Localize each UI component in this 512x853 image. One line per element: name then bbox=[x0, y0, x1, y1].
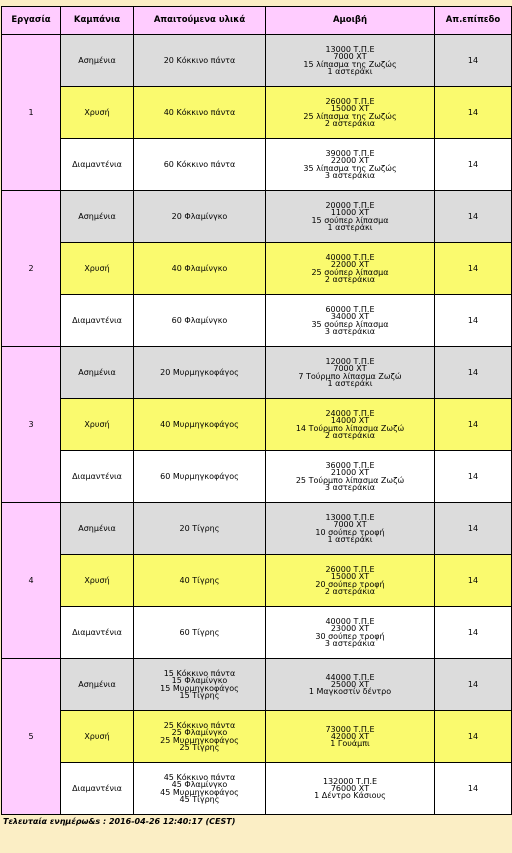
campaign-cell: Ασημένια bbox=[61, 191, 134, 243]
materials-cell bbox=[134, 295, 266, 347]
reward-line: 35 λίπασμα της Ζωζώς bbox=[303, 163, 397, 173]
reward-line: 7000 ΧΤ bbox=[333, 364, 367, 374]
campaign-cell: Χρυσή bbox=[61, 399, 134, 451]
reward-line: 2 αστεράκια bbox=[324, 274, 376, 284]
material-line: 20 Κόκκινο πάντα bbox=[163, 55, 236, 65]
reward-line: 26000 Τ.Π.Ε bbox=[325, 564, 375, 574]
materials-cell bbox=[134, 711, 266, 763]
reward-cell bbox=[266, 555, 435, 607]
table-row bbox=[2, 191, 512, 243]
reward-line: 7000 ΧΤ bbox=[333, 52, 367, 62]
materials-cell bbox=[134, 191, 266, 243]
reward-line: 34000 ΧΤ bbox=[330, 312, 370, 322]
reward-line: 7000 ΧΤ bbox=[333, 520, 367, 530]
materials-cell bbox=[134, 35, 266, 87]
level-cell: 14 bbox=[435, 763, 512, 815]
materials-cell bbox=[134, 139, 266, 191]
table-row bbox=[2, 763, 512, 815]
level-cell: 14 bbox=[435, 503, 512, 555]
materials-cell bbox=[134, 347, 266, 399]
reward-line: 40000 Τ.Π.Ε bbox=[325, 616, 375, 626]
reward-line: 2 αστεράκια bbox=[324, 586, 376, 596]
reward-line: 1 αστεράκι bbox=[327, 222, 373, 232]
reward-line: 25 Τούρμπο λίπασμα Ζωζώ bbox=[295, 475, 405, 485]
reward-line: 132000 Τ.Π.Ε bbox=[322, 776, 378, 786]
table-row bbox=[2, 451, 512, 503]
material-line: 60 Κόκκινο πάντα bbox=[163, 159, 236, 169]
material-line: 25 Κόκκινο πάντα bbox=[163, 720, 236, 730]
reward-line: 22000 ΧΤ bbox=[330, 156, 370, 166]
reward-cell bbox=[266, 763, 435, 815]
campaign-cell: Διαμαντένια bbox=[61, 139, 134, 191]
header-task: Εργασία bbox=[2, 7, 61, 35]
campaign-cell: Χρυσή bbox=[61, 711, 134, 763]
material-line: 60 Φλαμίνγκο bbox=[171, 315, 228, 325]
header-campaign: Καμπάνια bbox=[61, 7, 134, 35]
materials-cell bbox=[134, 555, 266, 607]
materials-cell bbox=[134, 659, 266, 711]
reward-line: 1 αστεράκι bbox=[327, 534, 373, 544]
level-cell: 14 bbox=[435, 139, 512, 191]
level-cell: 14 bbox=[435, 35, 512, 87]
reward-cell bbox=[266, 191, 435, 243]
material-line: 20 Τίγρης bbox=[179, 523, 220, 533]
table-row bbox=[2, 139, 512, 191]
reward-line: 40000 Τ.Π.Ε bbox=[325, 252, 375, 262]
materials-cell bbox=[134, 399, 266, 451]
material-line: 45 Φλαμίνγκο bbox=[171, 780, 228, 790]
reward-line: 24000 Τ.Π.Ε bbox=[325, 408, 375, 418]
level-cell: 14 bbox=[435, 555, 512, 607]
reward-line: 26000 Τ.Π.Ε bbox=[325, 96, 375, 106]
reward-cell bbox=[266, 399, 435, 451]
campaign-cell: Διαμαντένια bbox=[61, 295, 134, 347]
reward-line: 1 αστεράκι bbox=[327, 378, 373, 388]
tasks-table bbox=[1, 6, 512, 815]
material-line: 45 Κόκκινο πάντα bbox=[163, 772, 236, 782]
material-line: 15 Φλαμίνγκο bbox=[171, 676, 228, 686]
task-number: 5 bbox=[2, 659, 61, 815]
material-line: 20 Φλαμίνγκο bbox=[171, 211, 228, 221]
reward-line: 25 λίπασμα της Ζωζώς bbox=[303, 111, 397, 121]
reward-line: 13000 Τ.Π.Ε bbox=[325, 512, 375, 522]
reward-line: 3 αστεράκια bbox=[324, 482, 376, 492]
material-line: 40 Μυρμηγκοφάγος bbox=[160, 419, 239, 429]
reward-line: 14000 ΧΤ bbox=[330, 416, 370, 426]
campaign-cell: Διαμαντένια bbox=[61, 451, 134, 503]
campaign-cell: Ασημένια bbox=[61, 659, 134, 711]
reward-line: 25000 ΧΤ bbox=[330, 679, 370, 689]
reward-line: 11000 ΧΤ bbox=[330, 208, 370, 218]
table-row bbox=[2, 399, 512, 451]
reward-line: 1 Δέντρο Κάσιους bbox=[314, 791, 386, 801]
table-row bbox=[2, 607, 512, 659]
table-row bbox=[2, 555, 512, 607]
reward-line: 44000 Τ.Π.Ε bbox=[325, 672, 375, 682]
reward-line: 1 Γουάμπι bbox=[330, 739, 370, 749]
reward-line: 15000 ΧΤ bbox=[330, 104, 370, 114]
reward-line: 14 Τούρμπο λίπασμα Ζωζώ bbox=[295, 423, 405, 433]
materials-cell bbox=[134, 607, 266, 659]
table-row bbox=[2, 503, 512, 555]
reward-line: 25 σούπερ λίπασμα bbox=[311, 267, 389, 277]
table-row bbox=[2, 347, 512, 399]
reward-cell bbox=[266, 243, 435, 295]
reward-line: 21000 ΧΤ bbox=[330, 468, 370, 478]
table-body bbox=[2, 35, 512, 815]
material-line: 20 Μυρμηγκοφάγος bbox=[160, 367, 239, 377]
task-number: 2 bbox=[2, 191, 61, 347]
reward-line: 3 αστεράκια bbox=[324, 326, 376, 336]
table-row bbox=[2, 659, 512, 711]
campaign-cell: Διαμαντένια bbox=[61, 763, 134, 815]
reward-line: 39000 Τ.Π.Ε bbox=[325, 148, 375, 158]
reward-line: 2 αστεράκια bbox=[324, 118, 376, 128]
reward-line: 15 λίπασμα της Ζωζώς bbox=[303, 59, 397, 69]
material-line: 60 Τίγρης bbox=[179, 627, 220, 637]
campaign-cell: Ασημένια bbox=[61, 503, 134, 555]
level-cell: 14 bbox=[435, 243, 512, 295]
reward-line: 1 αστεράκι bbox=[327, 66, 373, 76]
reward-line: 3 αστεράκια bbox=[324, 638, 376, 648]
material-line: 40 Φλαμίνγκο bbox=[171, 263, 228, 273]
material-line: 25 Φλαμίνγκο bbox=[171, 728, 228, 738]
reward-line: 2 αστεράκια bbox=[324, 430, 376, 440]
materials-cell bbox=[134, 763, 266, 815]
table-row bbox=[2, 711, 512, 763]
campaign-cell: Χρυσή bbox=[61, 555, 134, 607]
reward-cell bbox=[266, 451, 435, 503]
reward-cell bbox=[266, 295, 435, 347]
level-cell: 14 bbox=[435, 607, 512, 659]
campaign-cell: Χρυσή bbox=[61, 87, 134, 139]
reward-cell bbox=[266, 139, 435, 191]
level-cell: 14 bbox=[435, 87, 512, 139]
last-updated-footer: Τελευταία ενημέρω&s : 2016-04-26 12:40:17 (CEST) bbox=[3, 817, 236, 826]
reward-line: 7 Τούρμπο λίπασμα Ζωζώ bbox=[298, 371, 402, 381]
materials-cell bbox=[134, 87, 266, 139]
material-line: 15 Τίγρης bbox=[179, 690, 220, 700]
reward-cell bbox=[266, 711, 435, 763]
material-line: 45 Μυρμηγκοφάγος bbox=[160, 787, 239, 797]
campaign-cell: Ασημένια bbox=[61, 35, 134, 87]
material-line: 45 Τίγρης bbox=[179, 794, 220, 804]
reward-line: 1 Μαγκοστίν δέντρο bbox=[308, 687, 392, 697]
reward-line: 20 σούπερ τροφή bbox=[315, 579, 385, 589]
material-line: 40 Τίγρης bbox=[179, 575, 220, 585]
reward-line: 36000 Τ.Π.Ε bbox=[325, 460, 375, 470]
reward-line: 15000 ΧΤ bbox=[330, 572, 370, 582]
table-row bbox=[2, 295, 512, 347]
reward-line: 3 αστεράκια bbox=[324, 170, 376, 180]
reward-cell bbox=[266, 503, 435, 555]
table-row bbox=[2, 35, 512, 87]
reward-cell bbox=[266, 87, 435, 139]
campaign-cell: Χρυσή bbox=[61, 243, 134, 295]
reward-line: 23000 ΧΤ bbox=[330, 624, 370, 634]
material-line: 15 Κόκκινο πάντα bbox=[163, 668, 236, 678]
reward-line: 22000 ΧΤ bbox=[330, 260, 370, 270]
campaign-cell: Ασημένια bbox=[61, 347, 134, 399]
table-row bbox=[2, 87, 512, 139]
table-header-row bbox=[2, 7, 512, 35]
material-line: 25 Μυρμηγκοφάγος bbox=[160, 735, 239, 745]
materials-cell bbox=[134, 503, 266, 555]
material-line: 15 Μυρμηγκοφάγος bbox=[160, 683, 239, 693]
material-line: 40 Κόκκινο πάντα bbox=[163, 107, 236, 117]
reward-line: 35 σούπερ λίπασμα bbox=[311, 319, 389, 329]
header-level: Απ.επίπεδο bbox=[435, 7, 512, 35]
reward-cell bbox=[266, 35, 435, 87]
table-row bbox=[2, 243, 512, 295]
level-cell: 14 bbox=[435, 191, 512, 243]
reward-line: 10 σούπερ τροφή bbox=[315, 527, 385, 537]
materials-cell bbox=[134, 451, 266, 503]
header-materials: Απαιτούμενα υλικά bbox=[134, 7, 266, 35]
reward-cell bbox=[266, 659, 435, 711]
reward-line: 30 σούπερ τροφή bbox=[315, 631, 385, 641]
reward-line: 73000 Τ.Π.Ε bbox=[325, 724, 375, 734]
reward-line: 42000 ΧΤ bbox=[330, 731, 370, 741]
page bbox=[0, 6, 512, 826]
campaign-cell: Διαμαντένια bbox=[61, 607, 134, 659]
reward-line: 76000 ΧΤ bbox=[330, 783, 370, 793]
reward-line: 13000 Τ.Π.Ε bbox=[325, 44, 375, 54]
level-cell: 14 bbox=[435, 399, 512, 451]
task-number: 1 bbox=[2, 35, 61, 191]
level-cell: 14 bbox=[435, 295, 512, 347]
reward-line: 12000 Τ.Π.Ε bbox=[325, 356, 375, 366]
materials-cell bbox=[134, 243, 266, 295]
level-cell: 14 bbox=[435, 347, 512, 399]
header-reward: Αμοιβή bbox=[266, 7, 435, 35]
reward-line: 60000 Τ.Π.Ε bbox=[325, 304, 375, 314]
level-cell: 14 bbox=[435, 711, 512, 763]
reward-cell bbox=[266, 607, 435, 659]
material-line: 60 Μυρμηγκοφάγος bbox=[160, 471, 239, 481]
reward-cell bbox=[266, 347, 435, 399]
task-number: 4 bbox=[2, 503, 61, 659]
material-line: 25 Τίγρης bbox=[179, 742, 220, 752]
reward-line: 20000 Τ.Π.Ε bbox=[325, 200, 375, 210]
task-number: 3 bbox=[2, 347, 61, 503]
reward-line: 15 σούπερ λίπασμα bbox=[311, 215, 389, 225]
level-cell: 14 bbox=[435, 659, 512, 711]
level-cell: 14 bbox=[435, 451, 512, 503]
